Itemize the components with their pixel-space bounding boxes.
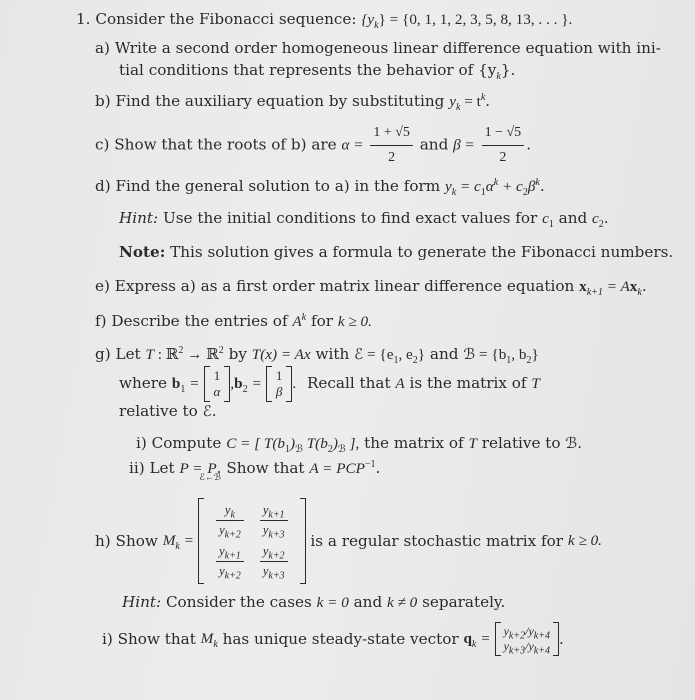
part-g-by: by: [228, 345, 247, 363]
matrix-M-row-2: [208, 541, 296, 582]
part-g-b2: b: [234, 375, 243, 392]
part-e: [95, 276, 647, 297]
note-label: Note:: [119, 243, 166, 261]
part-g-comma: , e: [398, 346, 413, 363]
alpha-numerator: 1 + √5: [370, 122, 413, 146]
part-e-label: e): [95, 277, 110, 295]
part-a-line2: [119, 60, 516, 83]
part-h-Msub: k: [175, 541, 180, 553]
part-a-end: }.: [500, 61, 516, 79]
part-b-text: Find the auxiliary equation by substituting: [115, 92, 445, 110]
part-g-i-T: T: [468, 435, 477, 452]
part-g-close: }: [417, 346, 426, 363]
matrix-M-row-1: [208, 500, 296, 541]
part-g-comma2: , b: [511, 346, 527, 363]
beta-denominator: 2: [499, 150, 507, 165]
part-g-i-tail2: relative to ℬ.: [481, 434, 583, 452]
m22-den-sub: k+3: [268, 570, 285, 582]
part-g-ii-eq: A = PCP: [309, 460, 365, 477]
part-g-and: and: [429, 345, 459, 363]
part-d-alpha-sup: k: [493, 176, 499, 188]
part-g-ii-show: Show that: [226, 459, 305, 477]
part-h-label: h): [95, 532, 111, 550]
problem-number: 1.: [76, 10, 91, 28]
matrix-M: [198, 498, 306, 584]
part-g-i-Bsub1: ℬ: [295, 444, 303, 456]
part-h-eq: =: [184, 532, 194, 549]
part-i-end: .: [558, 630, 564, 648]
hint-2: [122, 592, 505, 613]
part-a-sub: k: [496, 71, 501, 83]
matrix-M-cell-12: [252, 500, 296, 541]
part-d-c1-sub: 1: [480, 187, 486, 199]
part-d-y: y: [444, 178, 452, 195]
part-g-b1sub: 1: [506, 355, 512, 367]
part-e-end: .: [641, 277, 647, 295]
sequence-sub: k: [374, 20, 379, 32]
hint-1: [119, 208, 609, 229]
part-f-cond: k ≥ 0.: [337, 313, 372, 330]
hint-2-c1: k = 0: [316, 594, 349, 611]
part-f-for: for: [310, 312, 333, 330]
part-g-ii-dot: .: [216, 459, 222, 477]
steady-state-bottom: $y_{k+3}/y_{k+4}$: [503, 639, 550, 657]
part-b: [95, 91, 490, 112]
steady-state-vector: [495, 622, 559, 656]
note-text: This solution gives a formula to generate the Fibonacci numbers.: [170, 243, 674, 261]
part-g-i-Bsub2: ℬ: [337, 444, 346, 456]
matrix-M-grid: [208, 500, 296, 582]
part-b-end: .: [485, 92, 491, 110]
part-e-x1-sub: k+1: [586, 287, 603, 299]
part-g-sup2: 2: [218, 344, 224, 356]
part-g-i-close: ],: [345, 435, 360, 452]
part-d-c2: + c: [498, 178, 523, 195]
part-d-label: d): [95, 177, 111, 195]
part-i-tail: has unique steady-state vector: [222, 630, 459, 648]
part-d-beta: β: [527, 178, 536, 195]
part-g-ii-text: Let: [149, 459, 175, 477]
matrix-M-cell-22: [252, 541, 296, 582]
alpha-denominator: 2: [388, 150, 396, 165]
m22-num-sub: k+2: [268, 550, 285, 562]
part-g-line3: [119, 401, 217, 421]
part-c-label: c): [95, 135, 110, 154]
part-f-sup: k: [301, 311, 307, 323]
part-g-with: with: [315, 345, 350, 363]
part-g-ii-sup: −1: [364, 458, 376, 470]
part-g-ii-end: .: [375, 459, 381, 477]
part-e-x2: x: [629, 278, 638, 295]
part-c-and: and: [419, 135, 449, 154]
part-i-label: i): [102, 630, 113, 648]
part-b-eq-sup: k: [480, 91, 486, 103]
part-e-eq: = A: [602, 278, 630, 295]
m11-den: y: [219, 523, 225, 537]
m22-den: y: [262, 564, 269, 578]
part-d-beta-sup: k: [535, 176, 540, 188]
part-g-b1: b: [171, 375, 181, 392]
hint-2-text: Consider the cases: [165, 593, 312, 611]
part-a-line1: [95, 38, 661, 58]
part-c: [95, 122, 531, 169]
part-g-b2s: 2: [242, 384, 248, 396]
part-g-isthe: is the matrix of: [409, 374, 527, 392]
part-d-y-sub: k: [451, 187, 457, 199]
matrix-M-cell-11: [208, 500, 252, 541]
part-i-Msub: k: [213, 639, 218, 651]
part-d-alpha: α: [485, 178, 494, 195]
part-i-M: M: [200, 630, 214, 647]
part-b-label: b): [95, 92, 111, 110]
part-g-Tx: T(x) = Ax: [251, 346, 311, 363]
part-g-let: Let: [115, 345, 141, 363]
part-i-q: q: [463, 630, 472, 647]
part-g-i-tail: the matrix of: [364, 434, 464, 452]
m22-num: y: [262, 544, 269, 558]
m12-num: y: [262, 503, 269, 517]
part-g-i-label: i): [136, 434, 147, 452]
vector-b1-bottom: α: [213, 384, 221, 399]
part-g-b1s: 1: [180, 384, 186, 396]
part-g-eq1: =: [190, 375, 199, 392]
hint-2-label: Hint:: [122, 593, 162, 611]
part-e-x1: x: [579, 278, 587, 295]
matrix-M-cell-21: [208, 541, 252, 582]
m12-den: y: [262, 523, 269, 537]
steady-state-top: $y_{k+2}/y_{k+4}$: [503, 624, 550, 642]
hint-1-c1: c: [542, 210, 549, 227]
part-g-i-mid: ): [290, 435, 296, 452]
part-g-i: [136, 433, 582, 454]
part-g-map: : ℝ: [153, 346, 179, 363]
sequence-rhs: } = {0, 1, 1, 2, 3, 5, 8, 13, . . . }.: [378, 11, 573, 28]
part-a-label: a): [95, 39, 110, 57]
part-g-B: ℬ = {b: [463, 346, 507, 363]
part-g-close2: }: [531, 346, 539, 363]
part-d-c2-sub: 2: [522, 187, 528, 199]
m12-den-sub: k+3: [268, 529, 285, 541]
part-h-cond: k ≥ 0.: [567, 532, 602, 549]
hint-1-label: Hint:: [119, 209, 159, 227]
change-of-basis-P: [199, 458, 221, 482]
part-i: [102, 622, 564, 656]
m11-den-sub: k+2: [224, 529, 241, 541]
part-g-line2: where $b_1$ = 1 α $,b_2$ = 1 β . Recall that A is the matrix of T: [119, 366, 540, 402]
m21-den: y: [219, 564, 225, 578]
part-c-text: Show that the roots of b) are: [114, 135, 337, 154]
sequence-lhs: {y: [361, 11, 375, 28]
part-c-beta: β =: [453, 136, 475, 154]
part-g-sup1: 2: [178, 344, 184, 356]
part-f: [95, 311, 372, 332]
part-g-ii-P: P =: [179, 460, 203, 477]
part-g-i-mid2: ): [332, 435, 338, 452]
part-g-where: where: [119, 374, 168, 392]
part-d-c1: = c: [456, 178, 481, 195]
hint-2-and: and: [353, 593, 383, 611]
part-b-eq-sub: k: [455, 102, 461, 114]
part-e-text: Express a) as a first order matrix linear difference equation: [114, 277, 575, 295]
part-g-i-sp: T(b: [302, 435, 328, 452]
alpha-fraction: [370, 122, 413, 169]
part-g-T: T: [145, 346, 154, 363]
part-c-alpha: α =: [341, 136, 364, 154]
part-g-eq2: =: [252, 375, 262, 392]
part-i-eq: =: [481, 630, 490, 647]
part-b-eq: y: [449, 93, 456, 110]
part-g-recall: Recall that: [306, 374, 391, 392]
m21-num-sub: k+1: [224, 550, 241, 562]
hint-1-c1-sub: 1: [548, 219, 554, 231]
hint-1-c2-sub: 2: [598, 219, 604, 231]
part-i-qsub: k: [471, 639, 477, 651]
part-d-text: Find the general solution to a) in the form: [115, 177, 441, 195]
part-g-T2: T: [531, 375, 540, 392]
part-g-e2sub: 2: [412, 355, 418, 367]
change-of-basis-P-main: P: [207, 460, 217, 477]
m11-num: y: [224, 503, 231, 517]
m21-num: y: [219, 544, 225, 558]
hint-2-c2: k ≠ 0: [387, 594, 418, 611]
part-g-b2sub: 2: [526, 355, 532, 367]
part-a-text1: Write a second order homogeneous linear difference equation with ini-: [114, 39, 661, 57]
part-g-E: ℰ = {e: [354, 346, 394, 363]
part-h-M: M: [162, 532, 176, 549]
part-g-i-s2: 2: [327, 444, 333, 456]
part-g-i-C: C = [ T(b: [226, 435, 285, 452]
part-g-ii: [129, 458, 381, 482]
vector-b1-top: 1: [213, 368, 221, 383]
part-f-text: Describe the entries of: [111, 312, 288, 330]
hint-1-end: .: [603, 209, 609, 227]
part-f-label: f): [95, 312, 107, 330]
part-g-A: A: [395, 375, 405, 392]
part-c-end: .: [526, 135, 532, 154]
problem-intro: Consider the Fibonacci sequence:: [95, 10, 357, 28]
hint-1-text: Use the initial conditions to find exact values for: [162, 209, 538, 227]
beta-fraction: [482, 122, 525, 169]
part-g-i-text: Compute: [151, 434, 222, 452]
m11-num-sub: k: [230, 509, 235, 521]
part-h: [95, 498, 602, 584]
part-i-text: Show that: [117, 630, 196, 648]
part-g-e1sub: 1: [393, 355, 399, 367]
part-g-ii-label: ii): [129, 459, 145, 477]
hint-1-c2: c: [592, 210, 599, 227]
note: [119, 242, 673, 262]
part-g-arrow: → ℝ: [183, 346, 219, 363]
part-b-eq-rhs: = t: [460, 93, 481, 110]
part-g-relative: relative to ℰ.: [119, 402, 217, 420]
hint-1-and: and: [558, 209, 588, 227]
part-a-text2: tial conditions that represents the behavior of {y: [119, 61, 497, 79]
part-h-text: Show: [115, 532, 158, 550]
part-d: [95, 176, 545, 197]
hint-2-end: separately.: [422, 593, 506, 611]
part-f-A: A: [292, 313, 302, 330]
vector-b2-top: 1: [275, 368, 283, 383]
change-of-basis-P-sub: ℰ←ℬ: [199, 472, 221, 482]
part-d-end: .: [539, 177, 545, 195]
vector-b2: [266, 366, 293, 402]
m12-num-sub: k+1: [268, 509, 285, 521]
part-e-x2-sub: k: [637, 287, 642, 299]
vector-b2-bottom: β: [275, 384, 283, 399]
beta-numerator: 1 − √5: [482, 122, 525, 146]
m21-den-sub: k+2: [224, 570, 241, 582]
problem-header: [76, 9, 572, 30]
part-g-label: g): [95, 345, 111, 363]
part-h-tail: is a regular stochastic matrix for: [310, 532, 564, 550]
part-g-i-s1: 1: [285, 444, 290, 456]
vector-b1: [204, 366, 231, 402]
part-g-line1: [95, 344, 539, 365]
